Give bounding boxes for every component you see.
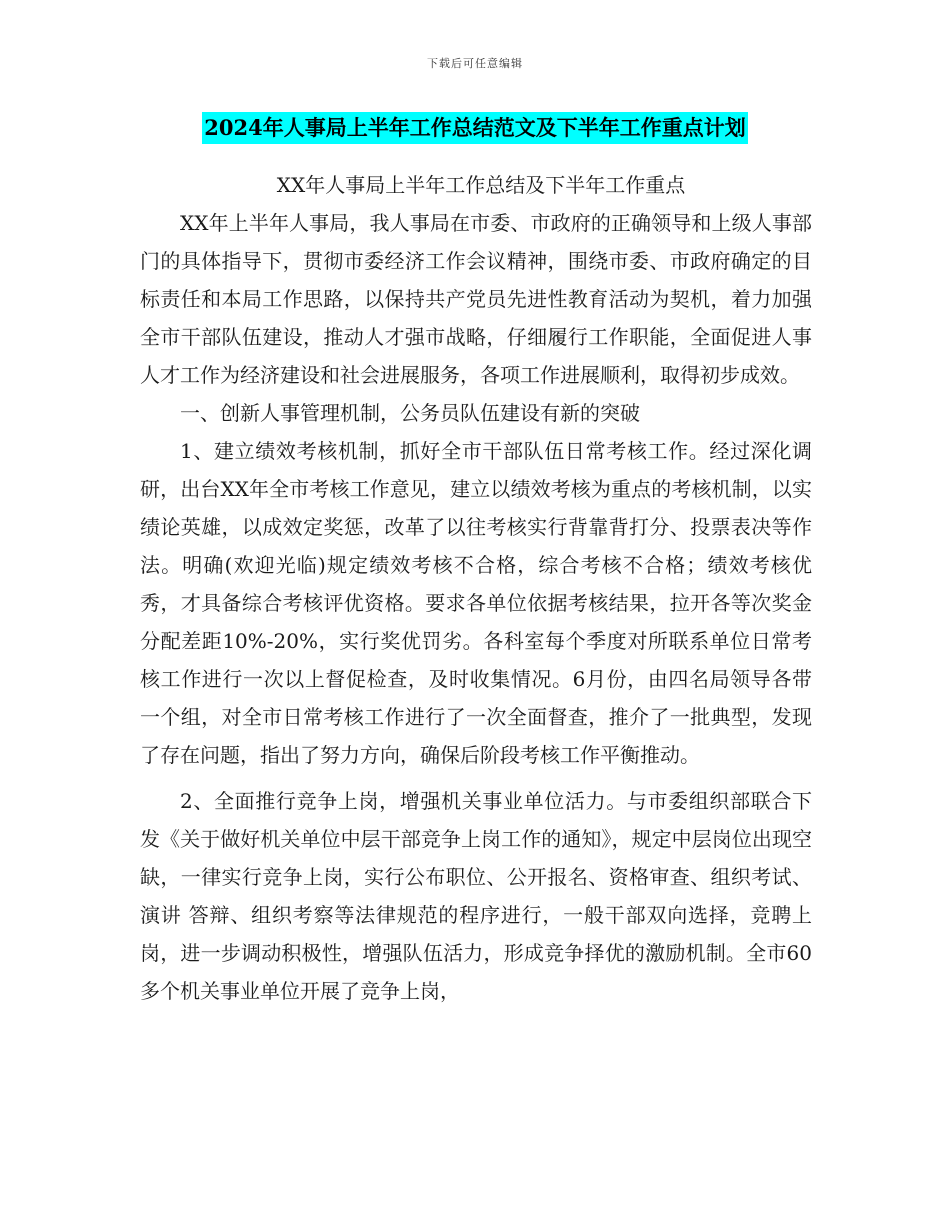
title-container [0, 112, 950, 144]
paragraph-intro: XX年上半年人事局，我人事局在市委、市政府的正确领导和上级人事部门的具体指导下，贯彻市委经济工作会议精神，围绕市委、市政府确定的目标责任和本局工作思路，以保持共产党员先进性教育活动为契机，着力加强全市干部队伍建设，推动人才强市战略，仔细履行工作职能，全面促进人事人才工作为经济建设和社会进展服务，各项工作进展顺利，取得初步成效。 [140, 211, 812, 387]
document-title: 2024年人事局上半年工作总结范文及下半年工作重点计划 [202, 112, 747, 144]
paragraph-item-1: 1、建立绩效考核机制，抓好全市干部队伍日常考核工作。经过深化调研，出台XX年全市考核工作意见，建立以绩效考核为重点的考核机制，以实绩论英雄，以成效定奖惩，改革了以往考核实行背靠背打分、投票表决等作法。明确(欢迎光临)规定绩效考核不合格，综合考核不合格；绩效考核优秀，才具备综合考核评优资格。要求各单位依据考核结果，拉开各等次奖金分配差距10%-20%，实行奖优罚劣。各科室每个季度对所联系单位日常考核工作进行一次以上督促检查，及时收集情况。6月份，由四名局领导各带一个组，对全市日常考核工作进行了一次全面督查，推介了一批典型，发现了存在问题，指出了努力方向，确保后阶段考核工作平衡推动。 [140, 439, 812, 767]
header-note: 下载后可任意编辑 [427, 57, 523, 70]
paragraph-item-2: 2、全面推行竞争上岗，增强机关事业单位活力。与市委组织部联合下发《关于做好机关单位中层干部竞争上岗工作的通知》，规定中层岗位出现空缺，一律实行竞争上岗，实行公布职位、公开报名、资格审查、组织考试、演讲 答辩、组织考察等法律规范的程序进行，一般干部双向选择，竞聘上岗，进一步调动积极性，增强队伍活力，形成竞争择优的激励机制。全市60多个机关事业单位开展了竞争上岗， [140, 789, 812, 1003]
section-heading: 一、创新人事管理机制，公务员队伍建设有新的突破 [180, 401, 640, 425]
document-body [140, 166, 812, 1010]
document-subtitle: XX年人事局上半年工作总结及下半年工作重点 [276, 173, 686, 197]
